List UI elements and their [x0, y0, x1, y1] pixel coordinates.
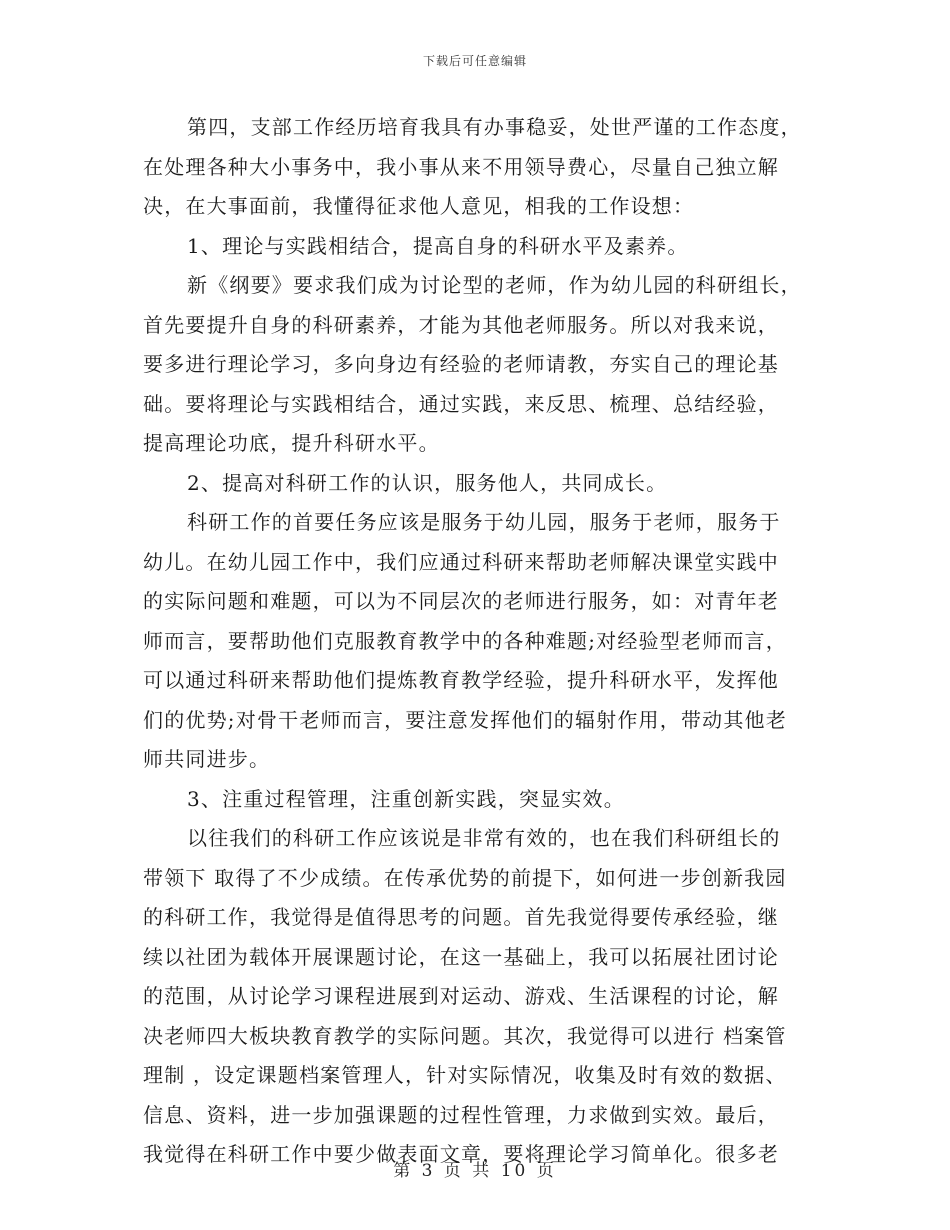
text-line: 3、注重过程管理，注重创新实践，突显实效。 — [187, 786, 625, 811]
text-line: 们的优势;对骨干老师而言，要注意发挥他们的辐射作用，带动其他老 — [143, 707, 787, 732]
page-number-footer: 第 3 页 共 10 页 — [393, 1161, 557, 1181]
text-line: 师而言，要帮助他们克服教育教学中的各种难题;对经验型老师而言， — [143, 628, 787, 653]
text-line: 带领下 取得了不少成绩。在传承优势的前提下，如何进一步创新我园 — [143, 865, 787, 890]
text-line: 幼儿。在幼儿园工作中，我们应通过科研来帮助老师解决课堂实践中 — [143, 549, 779, 574]
document-body — [143, 108, 811, 1175]
text-line: 础。要将理论与实践相结合，通过实践，来反思、梳理、总结经验， — [143, 391, 779, 416]
text-line: 续以社团为载体开展课题讨论，在这一基础上，我可以拓展社团讨论 — [143, 944, 779, 969]
text-line: 理制 ，设定课题档案管理人，针对实际情况，收集及时有效的数据、 — [143, 1063, 787, 1087]
text-line: 科研工作的首要任务应该是服务于幼儿园，服务于老师，服务于 — [187, 510, 781, 534]
text-line: 以往我们的科研工作应该说是非常有效的，也在我们科研组长的 — [187, 826, 781, 850]
text-line: 的实际问题和难题，可以为不同层次的老师进行服务，如：对青年老 — [143, 589, 779, 613]
text-line: 的科研工作，我觉得是值得思考的问题。首先我觉得要传承经验，继 — [143, 905, 779, 929]
text-line: 提高理论功底，提升科研水平。 — [143, 431, 440, 455]
text-line: 我觉得在科研工作中要少做表面文章，要将理论学习简单化。很多老 — [143, 1142, 779, 1166]
text-line: 决老师四大板块教育教学的实际问题。其次，我觉得可以进行 档案管 — [143, 1023, 787, 1048]
text-line: 首先要提升自身的科研素养，才能为其他老师服务。所以对我来说， — [143, 312, 779, 337]
text-line: 信息、资料，进一步加强课题的过程性管理，力求做到实效。最后， — [143, 1102, 779, 1127]
text-line: 要多进行理论学习，多向身边有经验的老师请教，夯实自己的理论基 — [143, 352, 779, 376]
text-line: 新《纲要》要求我们成为讨论型的老师，作为幼儿园的科研组长， — [187, 273, 802, 297]
text-line: 2、提高对科研工作的认识，服务他人，共同成长。 — [187, 470, 668, 495]
text-line: 第四，支部工作经历培育我具有办事稳妥，处世严谨的工作态度， — [187, 115, 802, 139]
text-line: 可以通过科研来帮助他们提炼教育教学经验，提升科研水平，发挥他 — [143, 668, 779, 692]
text-line: 1、理论与实践相结合，提高自身的科研水平及素养。 — [187, 233, 689, 258]
text-line: 决，在大事面前，我懂得征求他人意见，相我的工作设想： — [143, 194, 695, 218]
text-line: 的范围，从讨论学习课程进展到对运动、游戏、生活课程的讨论，解 — [143, 984, 779, 1008]
page-header: 下载后可任意编辑 — [422, 54, 527, 68]
text-line: 在处理各种大小事务中，我小事从来不用领导费心，尽量自己独立解 — [143, 154, 779, 179]
text-line: 师共同进步。 — [143, 747, 271, 771]
